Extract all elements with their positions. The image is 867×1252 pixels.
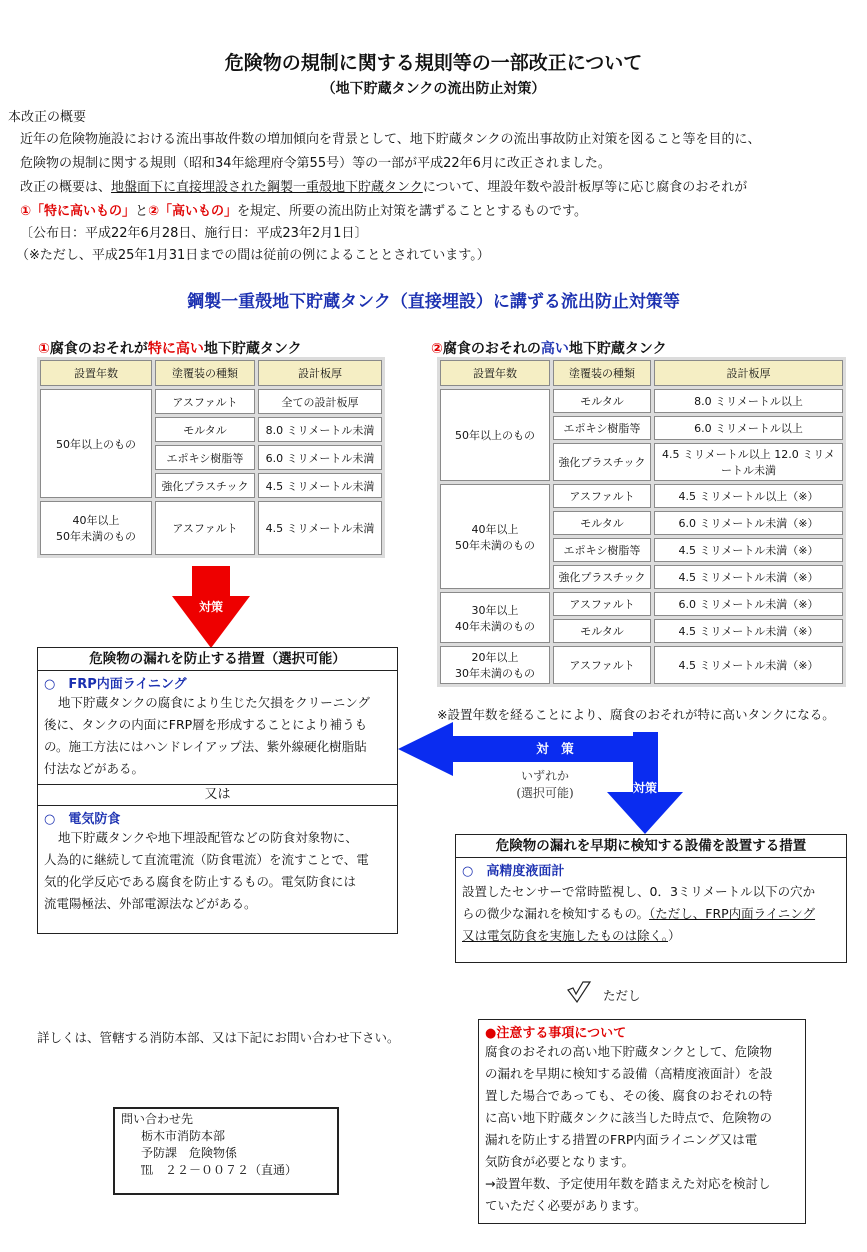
years-text: 50年未満のもの — [56, 530, 136, 543]
years-text: 50年未満のもの — [455, 538, 535, 552]
description-line: 流電陽極法、外部電源法などがある。 — [44, 896, 257, 911]
table2 — [437, 357, 846, 687]
description-line: 後に、タンクの内面にFRP層を形成することにより補うも — [44, 717, 368, 732]
description-line: 設置したセンサーで常時監視し、0．3ミリメートル以下の穴か — [462, 884, 816, 899]
coating-cell: モルタル — [155, 417, 255, 442]
thickness-cell: 6.0 ミリメートル未満（※） — [654, 592, 843, 616]
contact-line: 栃木市消防本部 — [141, 1129, 226, 1143]
category-high: ②「高いもの」 — [148, 204, 238, 219]
overview-line: 危険物の規制に関する規則（昭和34年総理府令第55号）等の一部が平成22年6月に改正されました。 — [20, 156, 611, 171]
table2-title-text: 腐食のおそれの — [442, 341, 541, 357]
thickness-cell: 4.5 ミリメートル未満 — [258, 501, 382, 555]
coating-cell: エポキシ樹脂等 — [553, 538, 651, 562]
overview-text: について、埋設年数や設計板厚等に応じ腐食のおそれが — [422, 180, 748, 195]
blue-left-arrow-label: 対 策 — [536, 741, 574, 756]
either-text: いずれか — [520, 769, 569, 783]
notice-line: に高い地下貯蔵タンクに該当した時点で、危険物の — [485, 1110, 773, 1125]
table1-title-text: 腐食のおそれが — [49, 341, 148, 357]
blue-down-arrow-label: 対策 — [632, 781, 657, 795]
coating-cell: 強化プラスチック — [155, 473, 255, 498]
description-text: らの微少な漏れを検知するもの。 — [462, 906, 650, 921]
description-underlined-text: 又は電気防食を実施したものは除く。 — [462, 928, 669, 943]
overview-line — [20, 176, 747, 195]
description-line: 人為的に継続して直流電流（防食電流）を流すことで、電 — [44, 852, 369, 867]
coating-cell: アスファルト — [155, 389, 255, 414]
table1 — [37, 357, 385, 558]
thickness-cell: 4.5 ミリメートル以上 12.0 ミリメートル未満 — [654, 443, 843, 481]
thickness-cell: 4.5 ミリメートル未満 — [258, 473, 382, 498]
notice-body — [479, 1041, 805, 1217]
notice-line: の漏れを早期に検知する設備（高精度液面計）を設 — [485, 1066, 773, 1081]
contact-phone: ℡ ２２－００７２（直通） — [141, 1163, 298, 1177]
table1-title-number: ① — [38, 341, 50, 357]
years-text: 40年未満のもの — [455, 619, 535, 633]
thickness-cell: 8.0 ミリメートル未満 — [258, 417, 382, 442]
years-cell — [440, 592, 550, 643]
overview-line: 近年の危険物施設における流出事故件数の増加傾向を背景として、地下貯蔵タンクの流出事故防止対策を図ること等を目的に、 — [20, 132, 761, 147]
overview-text: と — [135, 204, 149, 219]
description-line: 地下貯蔵タンクや地下埋設配管などの防食対象物に、 — [58, 830, 358, 845]
thickness-cell: 6.0 ミリメートル未満（※） — [654, 511, 843, 535]
notice-line: 気防食が必要となります。 — [485, 1154, 635, 1169]
notice-line: 漏れを防止する措置のFRP内面ライニング又は電 — [485, 1132, 758, 1147]
table2-note: ※設置年数を経ることにより、腐食のおそれが特に高いタンクになる。 — [437, 707, 835, 722]
years-text: 20年以上 — [471, 651, 519, 664]
coating-cell: 強化プラスチック — [553, 443, 651, 481]
coating-cell: モルタル — [553, 511, 651, 535]
years-cell — [440, 484, 550, 589]
early-detection-box — [455, 834, 847, 963]
contact-line: 予防課 危険物係 — [141, 1146, 238, 1160]
notice-heading: ●注意する事項について — [485, 1026, 627, 1041]
coating-cell: エポキシ樹脂等 — [553, 416, 651, 440]
section-title: 鋼製一重殻地下貯蔵タンク（直接埋設）に講ずる流出防止対策等 — [187, 292, 680, 312]
however-arrow-icon — [566, 978, 594, 1004]
category-particularly-high: ①「特に高いもの」 — [20, 204, 136, 219]
description-line: の。施工方法にはハンドレイアップ法、紫外線硬化樹脂貼 — [44, 739, 367, 754]
years-text: 30年未満のもの — [455, 667, 535, 680]
cathodic-protection-description — [38, 827, 397, 915]
inquiry-text: 詳しくは、管轄する消防本部、又は下記にお問い合わせ下さい。 — [37, 1030, 400, 1045]
coating-cell: エポキシ樹脂等 — [155, 445, 255, 470]
notice-line: 置した場合であっても、その後、腐食のおそれの特 — [485, 1088, 773, 1103]
option-cathodic-protection: ○ 電気防食 — [44, 812, 121, 827]
thickness-cell: 4.5 ミリメートル未満（※） — [654, 646, 843, 684]
thickness-cell: 8.0 ミリメートル以上 — [654, 389, 843, 413]
coating-cell: 強化プラスチック — [553, 565, 651, 589]
thickness-cell: 4.5 ミリメートル未満（※） — [654, 619, 843, 643]
overview-text: を規定、所要の流出防止対策を講ずることとするものです。 — [237, 204, 588, 219]
overview-line — [20, 200, 587, 219]
thickness-cell: 4.5 ミリメートル以上（※） — [654, 484, 843, 508]
thickness-cell: 6.0 ミリメートル未満 — [258, 445, 382, 470]
thickness-cell: 4.5 ミリメートル未満（※） — [654, 565, 843, 589]
coating-cell: アスファルト — [155, 501, 255, 555]
red-arrow-label: 対策 — [198, 600, 223, 614]
leak-prevention-box — [37, 647, 398, 934]
either-text: (選択可能) — [516, 786, 574, 800]
thickness-cell: 全ての設計板厚 — [258, 389, 382, 414]
description-text: ） — [668, 928, 681, 943]
page-subtitle: （地下貯蔵タンクの流出防止対策） — [321, 81, 546, 97]
option-high-precision-level-gauge: ○ 高精度液面計 — [462, 864, 565, 879]
table1-title-highlight: 特に高い — [147, 341, 204, 357]
overview-dates: 〔公布日：平成22年6月28日、施行日：平成23年2月1日〕 — [20, 226, 368, 241]
description-line — [462, 925, 840, 947]
description-line — [462, 903, 840, 925]
or-divider: 又は — [38, 784, 397, 806]
overview-transition-note: （※ただし、平成25年1月31日までの間は従前の例によることとされています。） — [16, 248, 490, 263]
contact-box — [113, 1107, 339, 1195]
years-text: 30年以上 — [471, 603, 519, 617]
overview-text: 改正の概要は、 — [20, 180, 112, 195]
coating-cell: アスファルト — [553, 484, 651, 508]
coating-cell: アスファルト — [553, 646, 651, 684]
notice-box — [478, 1019, 806, 1224]
table1-title — [38, 338, 302, 358]
years-cell: 50年以上のもの — [440, 389, 550, 481]
overview-underlined-text: 地盤面下に直接埋設された鋼製一重殻地下貯蔵タンク — [111, 180, 423, 195]
description-line: 気的化学反応である腐食を防止するもの。電気防食には — [44, 874, 357, 889]
years-cell: 50年以上のもの — [40, 389, 152, 498]
table-header: 設計板厚 — [654, 360, 843, 386]
table-header: 設置年数 — [40, 360, 152, 386]
however-label: ただし — [603, 988, 641, 1003]
thickness-cell: 4.5 ミリメートル未満（※） — [654, 538, 843, 562]
notice-line: 腐食のおそれの高い地下貯蔵タンクとして、危険物 — [485, 1044, 773, 1059]
years-cell — [40, 501, 152, 555]
years-text: 40年以上 — [72, 514, 120, 527]
table-header: 塗覆装の種類 — [155, 360, 255, 386]
notice-line: ていただく必要があります。 — [485, 1198, 647, 1213]
table2-title-text: 地下貯蔵タンク — [568, 341, 667, 357]
table1-title-text: 地下貯蔵タンク — [203, 341, 302, 357]
level-gauge-description — [456, 881, 846, 947]
table-header: 設計板厚 — [258, 360, 382, 386]
years-cell — [440, 646, 550, 684]
overview-heading: 本改正の概要 — [8, 110, 87, 125]
years-text: 40年以上 — [471, 522, 519, 536]
coating-cell: アスファルト — [553, 592, 651, 616]
early-detection-heading: 危険物の漏れを早期に検知する設備を設置する措置 — [456, 835, 846, 858]
page-title: 危険物の規制に関する規則等の一部改正について — [224, 52, 643, 74]
description-line: 付法などがある。 — [44, 761, 145, 776]
description-line: 地下貯蔵タンクの腐食により生じた欠損をクリーニング — [58, 695, 371, 710]
either-selectable-note — [505, 768, 585, 802]
table-header: 設置年数 — [440, 360, 550, 386]
table2-title-number: ② — [431, 341, 443, 357]
frp-lining-description — [38, 692, 397, 780]
option-frp-lining: ○ FRP内面ライニング — [44, 677, 187, 692]
coating-cell: モルタル — [553, 389, 651, 413]
notice-line: →設置年数、予定使用年数を踏まえた対応を検討し — [485, 1176, 771, 1191]
leak-prevention-heading: 危険物の漏れを防止する措置（選択可能） — [38, 648, 397, 671]
table2-title-highlight: 高い — [540, 341, 569, 357]
table-header: 塗覆装の種類 — [553, 360, 651, 386]
contact-line: 問い合わせ先 — [121, 1112, 194, 1126]
description-underlined-text: （ただし、FRP内面ライニング — [649, 906, 816, 921]
thickness-cell: 6.0 ミリメートル以上 — [654, 416, 843, 440]
coating-cell: モルタル — [553, 619, 651, 643]
table2-title — [431, 338, 667, 358]
